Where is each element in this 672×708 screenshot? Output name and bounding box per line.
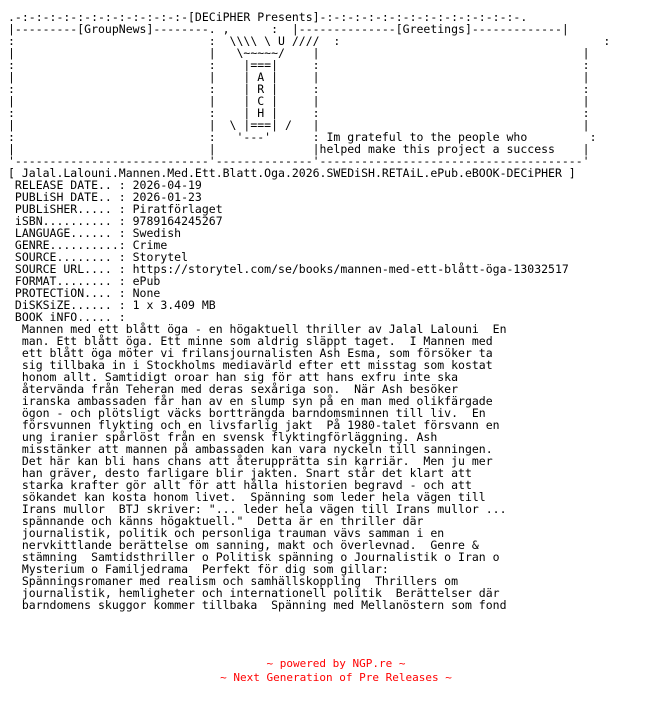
nfo-line: han gräver, desto farligare blir jakten. Snart står det klart att	[8, 466, 472, 480]
nfo-line: : : '---' : Im grateful to the people who :	[8, 130, 597, 144]
nfo-line: : : |===| : :	[8, 58, 590, 72]
nfo-line: .-:-:-:-:-:-:-:-:-:-:-:-:-[DECiPHER Presents]-:-:-:-:-:-:-:-:-:-:-:-:-:-:-.	[8, 10, 528, 24]
nfo-line: LANGUAGE...... : Swedish	[8, 226, 182, 240]
nfo-line: [ Jalal.Lalouni.Mannen.Med.Ett.Blatt.Oga.2026.SWEDiSH.RETAiL.ePub.eBOOK-DECiPHER ]	[8, 166, 576, 180]
nfo-line: Mannen med ett blått öga - en högaktuell thriller av Jalal Lalouni En	[8, 322, 507, 336]
footer-tagline: ~ Next Generation of Pre Releases ~	[220, 671, 452, 684]
ngp-link[interactable]: NGP.re	[352, 657, 393, 670]
nfo-line: |---------[GroupNews]--------. , : |--------------[Greetings]-------------|	[8, 22, 569, 36]
nfo-line: RELEASE DATE.. : 2026-04-19	[8, 178, 202, 192]
nfo-line: BOOK iNFO..... :	[8, 310, 126, 324]
nfo-line: PUBLiSHER..... : Piratförlaget	[8, 202, 223, 216]
nfo-line: sig tillbaka in i Stockholms mediavärld efter ett misstag som kostat	[8, 358, 493, 372]
nfo-line: : : | R | : :	[8, 82, 590, 96]
nfo-line: återvända från Teheran med deras sexåriga son. När Ash besöker	[8, 382, 459, 396]
nfo-line: GENRE..........: Crime	[8, 238, 168, 252]
nfo-line: barndomens skuggor kommer tillbaka Spänning med Mellanöstern som fond	[8, 598, 507, 612]
nfo-line: '----------------------------'--------------'--------------------------------------'	[8, 154, 590, 168]
nfo-line: : : | H | : :	[8, 106, 590, 120]
nfo-line: | | \~~~~~/ | |	[8, 46, 590, 60]
nfo-line: starka krafter gör allt för att hålla historien begravd - och att	[8, 478, 472, 492]
nfo-line: | | | C | | |	[8, 94, 590, 108]
nfo-line: | | \ |===| / | |	[8, 118, 590, 132]
nfo-line: försvunnen flykting och en livsfarlig jakt På 1980-talet försvann en	[8, 418, 500, 432]
nfo-line: Irans mullor BTJ skriver: "... leder hela vägen till Irans mullor ...	[8, 502, 507, 516]
nfo-line: Det här kan bli hans chans att återupprätta sin karriär. Men ju mer	[8, 454, 493, 468]
nfo-line: nervkittlande berättelse om sanning, makt och överlevnad. Genre &	[8, 538, 479, 552]
nfo-line: iSBN.......... : 9789164245267	[8, 214, 223, 228]
nfo-line: SOURCE URL.... : https://storytel.com/se/books/mannen-med-ett-blått-öga-13032517	[8, 262, 569, 276]
nfo-line: SOURCE........ : Storytel	[8, 250, 189, 264]
footer-powered-by	[0, 657, 672, 670]
nfo-line: iranska ambassaden får han av en slump syn på en man med olikfärgade	[8, 394, 493, 408]
nfo-line: PROTECTiON.... : None	[8, 286, 161, 300]
nfo-line: PUBLiSH DATE.. : 2026-01-23	[8, 190, 202, 204]
nfo-line: ung iranier spårlöst från en svensk flyktingförläggning. Ash	[8, 430, 438, 444]
nfo-line: Spänningsromaner med realism och samhällskoppling Thrillers om	[8, 574, 459, 588]
nfo-line: misstänker att mannen på ambassaden kan vara nyckeln till sanningen.	[8, 442, 493, 456]
nfo-line: journalistik, politik och personliga trauman vävs samman i en	[8, 526, 445, 540]
nfo-line: sökandet kan kosta honom livet. Spänning som leder hela vägen till	[8, 490, 486, 504]
nfo-line: ögon - och plötsligt väcks bortträngda barndomsminnen till liv. En	[8, 406, 486, 420]
nfo-line: FORMAT........ : ePub	[8, 274, 161, 288]
nfo-line: spännande och känns högaktuell." Detta är en thriller där	[8, 514, 424, 528]
nfo-text	[8, 11, 610, 611]
footer-powered-prefix: ~ powered by	[266, 657, 353, 670]
nfo-line: Mysterium o Familjedrama Perfekt för dig som gillar:	[8, 562, 389, 576]
nfo-line: man. Ett blått öga. Ett minne som aldrig släppt taget. I Mannen med	[8, 334, 493, 348]
nfo-line: ett blått öga möter vi frilansjournalisten Ash Esma, som försöker ta	[8, 346, 493, 360]
nfo-line: journalistik, hemligheter och internationell politik Berättelser där	[8, 586, 500, 600]
nfo-line: honom allt. Samtidigt oroar han sig för att hans exfru inte ska	[8, 370, 459, 384]
nfo-line: : : \\\\ \ U //// : :	[8, 34, 611, 48]
nfo-line: | | | A | | |	[8, 70, 590, 84]
footer-powered-suffix: ~	[392, 657, 406, 670]
nfo-line: | | |helped make this project a success |	[8, 142, 590, 156]
nfo-line: DiSKSiZE...... : 1 x 3.409 MB	[8, 298, 216, 312]
nfo-line: stämning Samtidsthriller o Politisk spänning o Journalistik o Iran o	[8, 550, 500, 564]
